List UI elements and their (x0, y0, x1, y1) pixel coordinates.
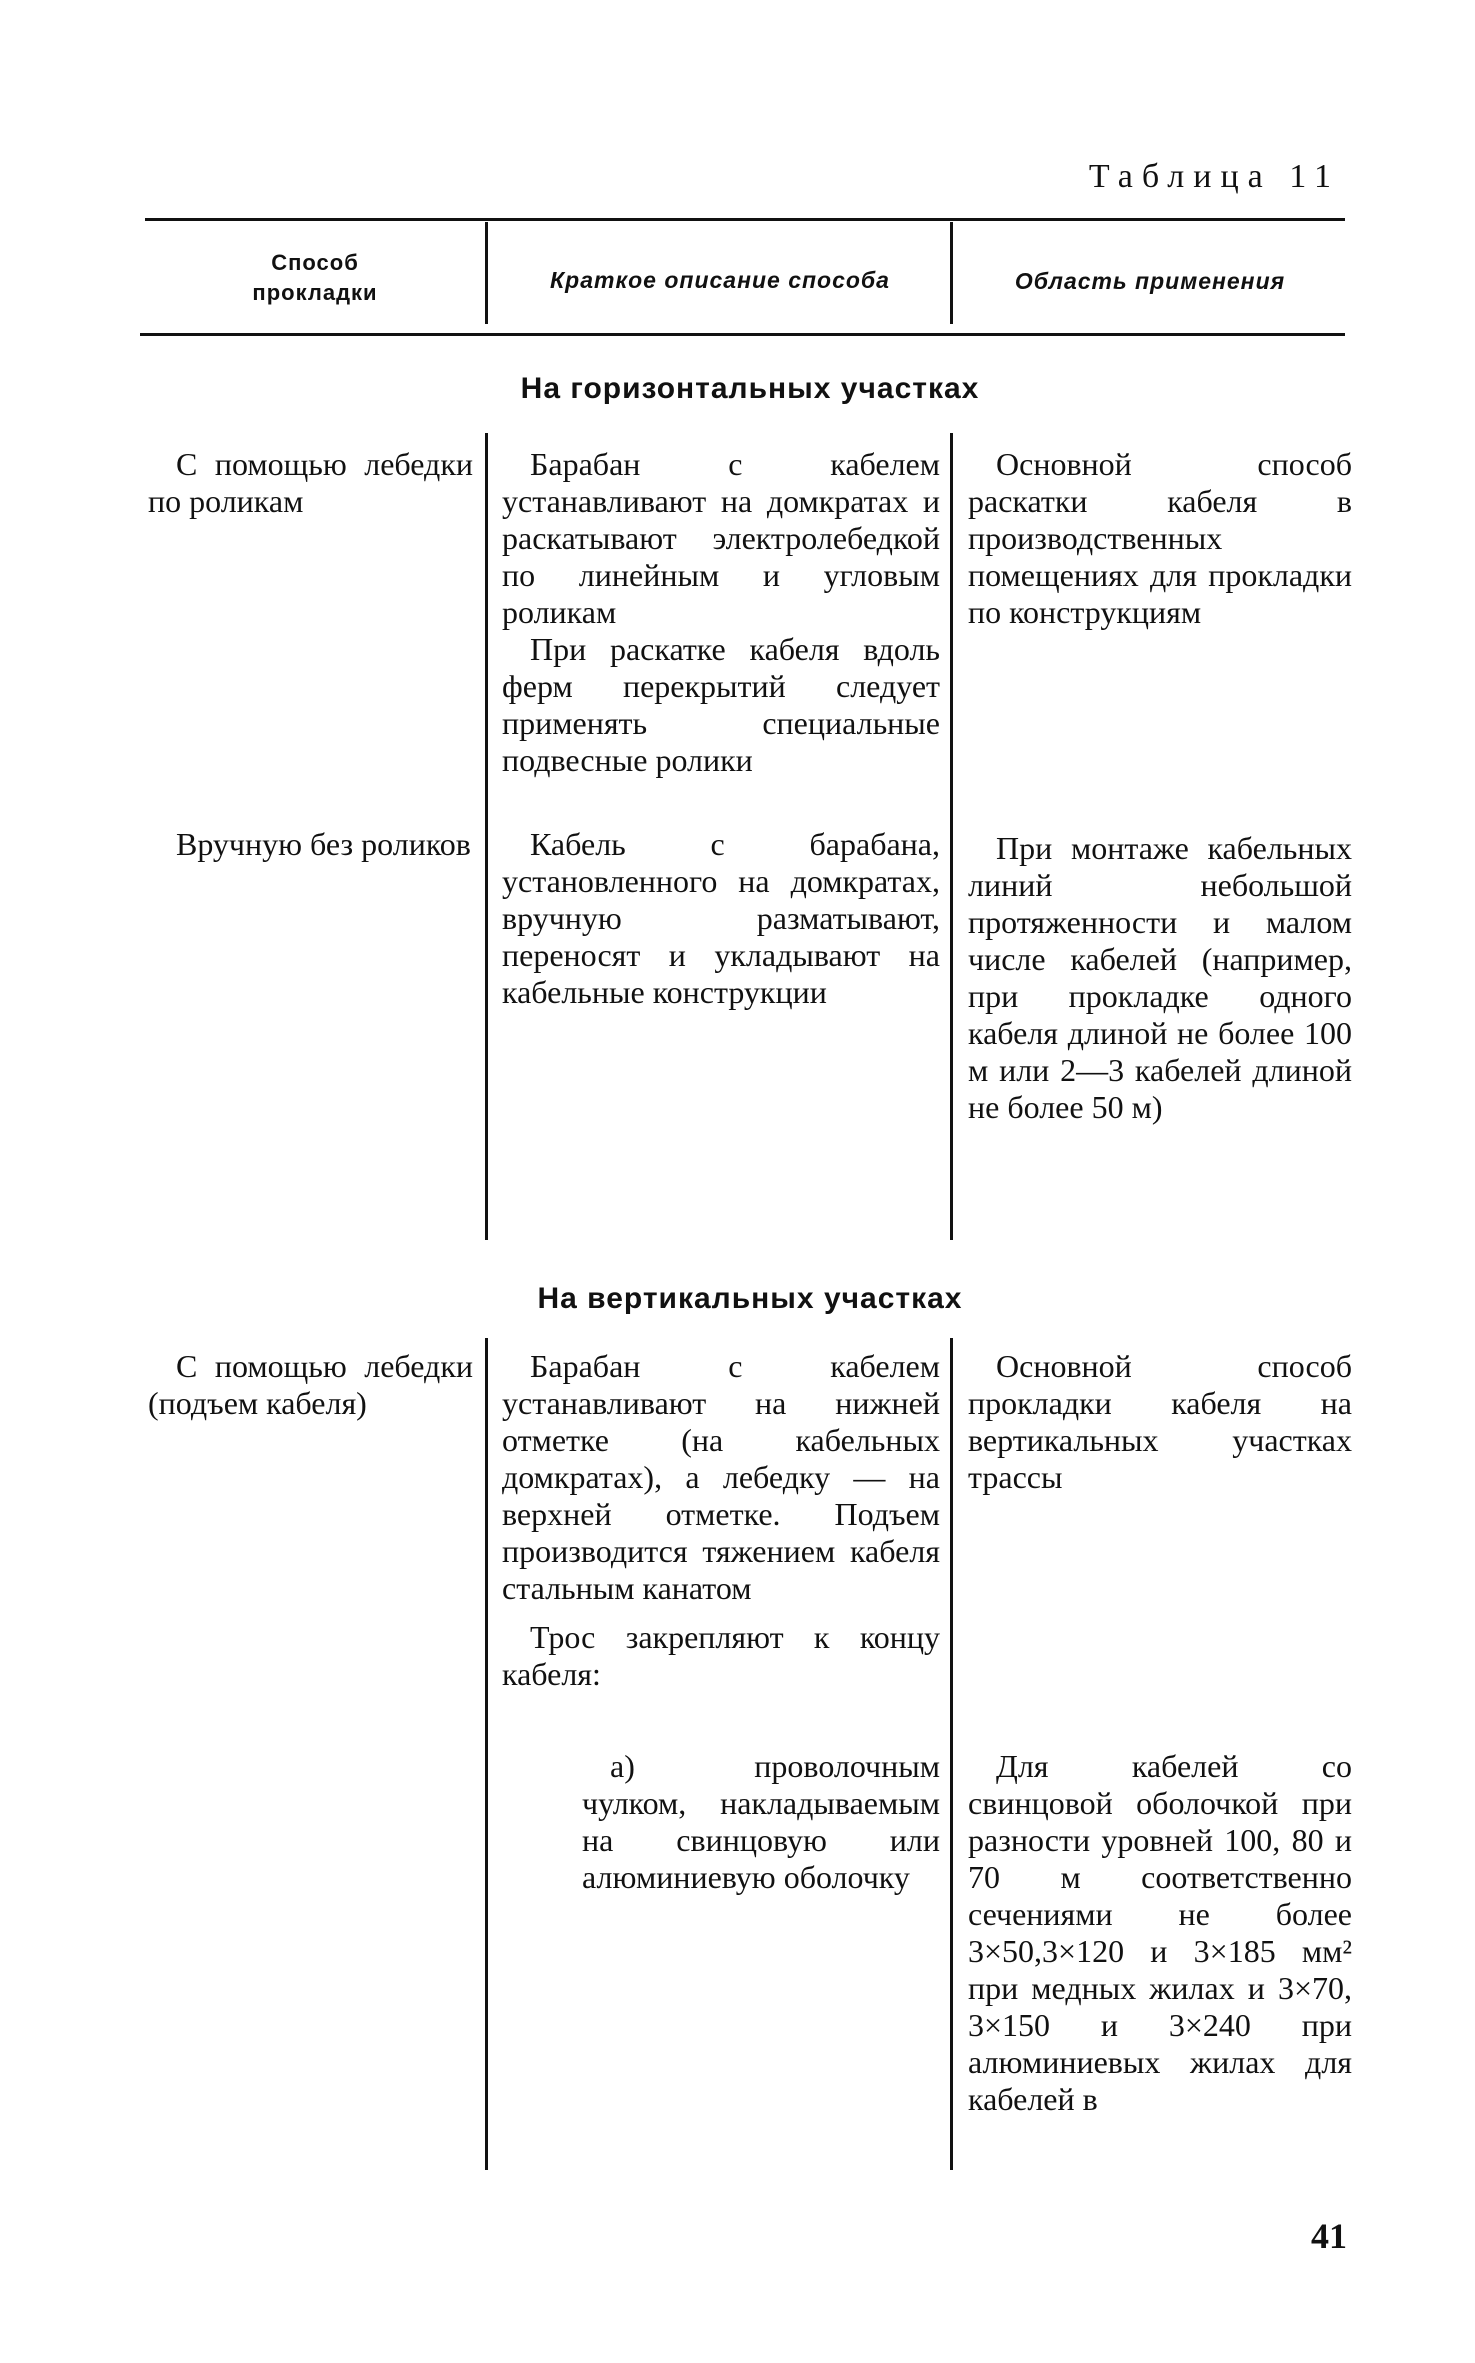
header-method-line2: прокладки (252, 280, 378, 305)
header-application: Область применения (1014, 268, 1286, 294)
header-description: Краткое описание способа (550, 267, 890, 293)
row1-method-text: С помощью лебедки по роликам (148, 446, 473, 519)
row1-application (968, 446, 1352, 631)
row2-method (148, 826, 473, 863)
header-top-rule (145, 218, 1345, 221)
row3-application-text: Основной способ прокладки кабеля на вертикальных участках трассы (968, 1348, 1352, 1495)
section2-divider-1 (485, 1338, 488, 2170)
row2-application (968, 830, 1352, 1126)
row4-application-text: Для кабелей со свинцовой оболочкой при разности уровней 100, 80 и 70 м соответственно сечениями не более 3×50,3×120 и 3×185 мм² при медных жилах и 3×70, 3×150 и 3×240 при алюминиевых жилах для кабелей в (968, 1748, 1352, 2117)
section-title-vertical: На вертикальных участках (537, 1282, 963, 1315)
header-bottom-rule (140, 333, 1345, 336)
row1-description-extra: При раскатке кабеля вдоль ферм перекрытий следует применять специальные подвесные ролики (502, 631, 940, 778)
row1-method (148, 446, 473, 520)
header-divider-1 (485, 222, 488, 324)
header-method (150, 248, 480, 308)
header-method-line1: Способ (271, 250, 359, 275)
row3-description (502, 1348, 940, 1693)
row3-description-text: Барабан с кабелем устанавливают на нижней отметке (на кабельных домкратах), а лебедку — на верхней отметке. Подъем производится тяжением кабеля стальным канатом (502, 1348, 940, 1606)
section1-divider-2 (950, 433, 953, 1240)
header-divider-2 (950, 222, 953, 324)
row2-method-text: Вручную без роликов (176, 826, 471, 862)
row1-description-text: Барабан с кабелем устанавливают на домкратах и раскатывают электролебедкой по линейным и угловым роликам (502, 446, 940, 630)
section1-divider-1 (485, 433, 488, 1240)
row4-application (968, 1748, 1352, 2118)
row2-application-text: При монтаже кабельных линий небольшой протяженности и малом числе кабелей (например, при прокладке одного кабеля длиной не более 100 м или 2—3 кабелей длиной не более 50 м) (968, 830, 1352, 1125)
table-label: Таблица 11 (1088, 158, 1340, 195)
row1-description (502, 446, 940, 779)
section-title-horizontal: На горизонтальных участках (520, 372, 980, 405)
row3-method-text: С помощью лебедки (подъем кабеля) (148, 1348, 473, 1421)
row2-description (502, 826, 940, 1011)
page-number: 41 (1311, 2216, 1347, 2256)
section2-divider-2 (950, 1338, 953, 2170)
row3-application (968, 1348, 1352, 1496)
row3-description-extra: Трос закрепляют к концу кабеля: (502, 1619, 940, 1692)
row4-description-text: а) проволочным чулком, накладываемым на свинцовую или алюминиевую оболочку (582, 1748, 940, 1895)
row4-description (582, 1748, 940, 1896)
row3-method (148, 1348, 473, 1422)
row1-application-text: Основной способ раскатки кабеля в производственных помещениях для прокладки по конструкциям (968, 446, 1352, 630)
row2-description-text: Кабель с барабана, установленного на домкратах, вручную разматывают, переносят и укладывают на кабельные конструкции (502, 826, 940, 1010)
